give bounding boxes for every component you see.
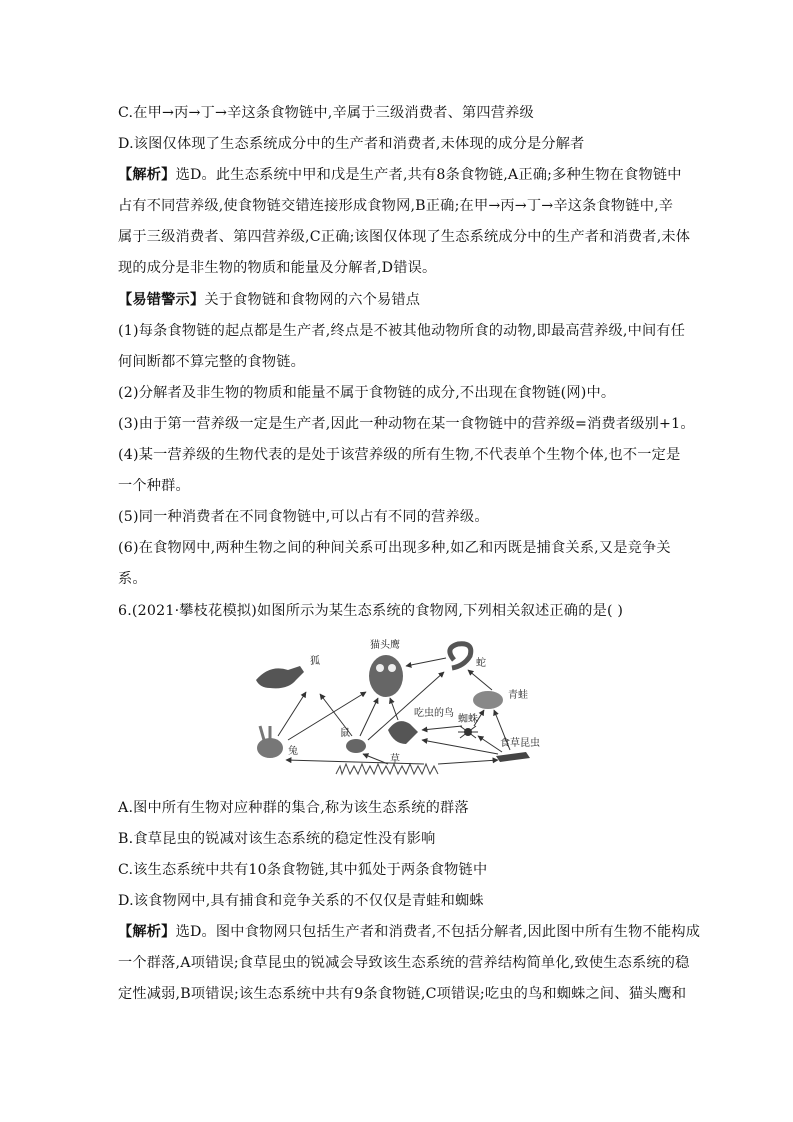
analysis-line-3: 属于三级消费者、第四营养级,C正确;该图仅体现了生态系统成分中的生产者和消费者,未体 [118,229,691,245]
point-5: (5)同一种消费者在不同食物链中,可以占有不同的营养级。 [118,509,489,525]
analysis2-tag: 【解析】 [118,924,176,940]
analysis-text: 选D。此生态系统中甲和戊是生产者,共有8条食物链,A正确;多种生物在食物链中 [175,167,682,183]
mouse-icon [346,739,366,753]
option-a: A.图中所有生物对应种群的集合,称为该生态系统的群落 [118,800,469,816]
option-c: C.该生态系统中共有10条食物链,其中狐处于两条食物链中 [118,862,488,878]
analysis-line-4: 现的成分是非生物的物质和能量及分解者,D错误。 [118,260,437,276]
frog-icon [473,691,503,709]
warning-tag: 【易错警示】 [118,292,205,308]
label-mouse: 鼠 [340,728,350,739]
option-d-prev: D.该图仅体现了生态系统成分中的生产者和消费者,未体现的成分是分解者 [118,136,585,152]
option-b: B.食草昆虫的锐减对该生态系统的稳定性没有影响 [118,831,436,847]
warning-line [118,290,688,310]
insect-icon [496,752,530,762]
label-grass: 草 [390,754,400,765]
point-4a: (4)某一营养级的生物代表的是处于该营养级的所有生物,不代表单个生物个体,也不一定是 [118,447,681,463]
point-6b: 系。 [118,571,147,587]
option-c-prev: C.在甲→丙→丁→辛这条食物链中,辛属于三级消费者、第四营养级 [118,105,534,121]
point-2: (2)分解者及非生物的物质和能量不属于食物链的成分,不出现在食物链(网)中。 [118,385,616,401]
owl-icon [369,655,403,697]
label-spider: 蜘蛛 [458,714,478,725]
analysis2-line-2: 一个群落,A项错误;食草昆虫的锐减会导致该生态系统的营养结构简单化,致使生态系统的稳 [118,955,690,971]
spider-icon [458,726,478,738]
snake-icon [450,644,471,668]
bird-icon [388,721,418,744]
label-fox: 狐 [310,656,320,667]
label-rabbit: 兔 [288,746,298,757]
analysis2-text: 选D。图中食物网只包括生产者和消费者,不包括分解者,因此图中所有生物不能构成 [175,924,701,940]
label-insect: 食草昆虫 [500,738,540,749]
rabbit-icon [257,726,283,758]
point-1b: 何间断都不算完整的食物链。 [118,354,306,370]
label-frog: 青蛙 [508,690,528,701]
analysis-tag: 【解析】 [118,167,176,183]
point-1a: (1)每条食物链的起点都是生产者,终点是不被其他动物所食的动物,即最高营养级,中间有任 [118,323,686,339]
analysis-line-2: 占有不同营养级,使食物链交错连接形成食物网,B正确;在甲→丙→丁→辛这条食物链中,辛 [118,198,674,214]
point-4b: 一个种群。 [118,478,190,494]
point-3: (3)由于第一营养级一定是生产者,因此一种动物在某一食物链中的营养级=消费者级别+1。 [118,416,695,432]
warning-title: 关于食物链和食物网的六个易错点 [204,292,421,308]
option-d: D.该食物网中,具有捕食和竞争关系的不仅仅是青蛙和蜘蛛 [118,893,484,909]
fox-icon [256,666,304,688]
grass-icon [336,764,438,774]
question-6: 6.(2021·攀枝花模拟)如图所示为某生态系统的食物网,下列相关叙述正确的是( ) [118,603,624,619]
label-owl: 猫头鹰 [370,640,400,651]
analysis-line-1 [118,165,688,185]
analysis2-line-3: 定性减弱,B项错误;该生态系统中共有9条食物链,C项错误;吃虫的鸟和蜘蛛之间、猫头鹰和 [118,986,687,1002]
label-snake: 蛇 [476,658,486,669]
label-bird: 吃虫的鸟 [414,708,454,719]
food-web-figure [248,636,558,778]
point-6a: (6)在食物网中,两种生物之间的种间关系可出现多种,如乙和丙既是捕食关系,又是竞争关 [118,540,671,556]
analysis2-line-1 [118,922,701,942]
